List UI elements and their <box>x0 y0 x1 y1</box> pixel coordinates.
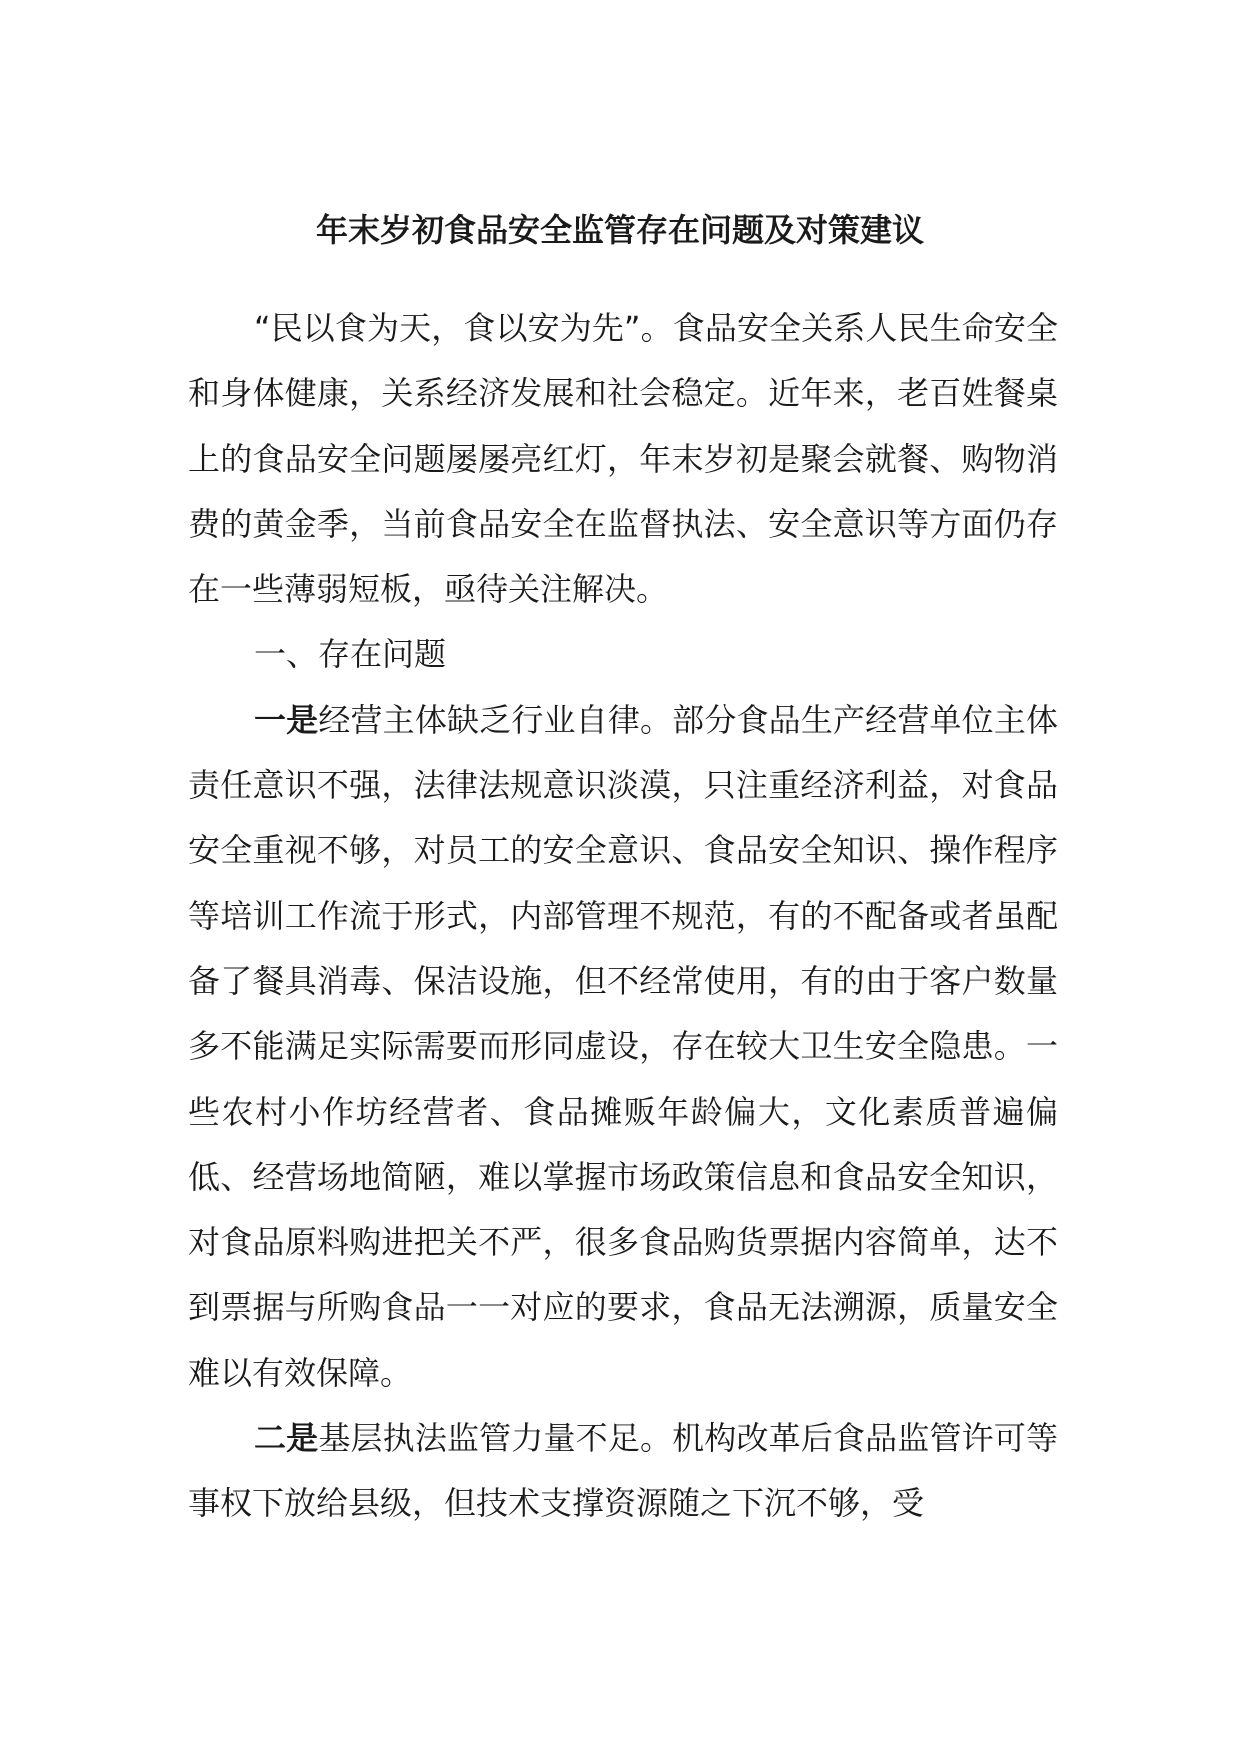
point-lead: 一是 <box>254 700 319 739</box>
section-heading: 一、存在问题 <box>254 635 447 674</box>
point-paragraph-2 <box>188 1406 1058 1537</box>
point-lead: 二是 <box>254 1419 319 1458</box>
point-text: 基层执法监管力量不足。机构改革后食品监管许可等事权下放给县级，但技术支撑资源随之下沉不够，受 <box>188 1419 1058 1523</box>
point-text: 经营主体缺乏行业自律。部分食品生产经营单位主体责任意识不强，法律法规意识淡漠，只注重经济利益，对食品安全重视不够，对员工的安全意识、食品安全知识、操作程序等培训工作流于形式，内部管理不规范，有的不配备或者虽配备了餐具消毒、保洁设施，但不经常使用，有的由于客户数量多不能满足实际需要而形同虚设，存在较大卫生安全隐患。一些农村小作坊经营者、食品摊贩年龄偏大，文化素质普遍偏低、经营场地简陋，难以掌握市场政策信息和食品安全知识，对食品原料购进把关不严，很多食品购货票据内容简单，达不到票据与所购食品一一对应的要求，食品无法溯源，质量安全难以有效保障。 <box>188 700 1058 1392</box>
document-title: 年末岁初食品安全监管存在问题及对策建议 <box>315 211 924 249</box>
point-paragraph-1 <box>188 688 1058 1406</box>
intro-paragraph: “民以食为天，食以安为先”。食品安全关系人民生命安全和身体健康，关系经济发展和社会稳定。近年来，老百姓餐桌上的食品安全问题屡屡亮红灯，年末岁初是聚会就餐、购物消费的黄金季，当前食品安全在监督执法、安全意识等方面仍存在一些薄弱短板，亟待关注解决。 <box>188 309 1058 609</box>
document-body <box>188 296 1058 1537</box>
